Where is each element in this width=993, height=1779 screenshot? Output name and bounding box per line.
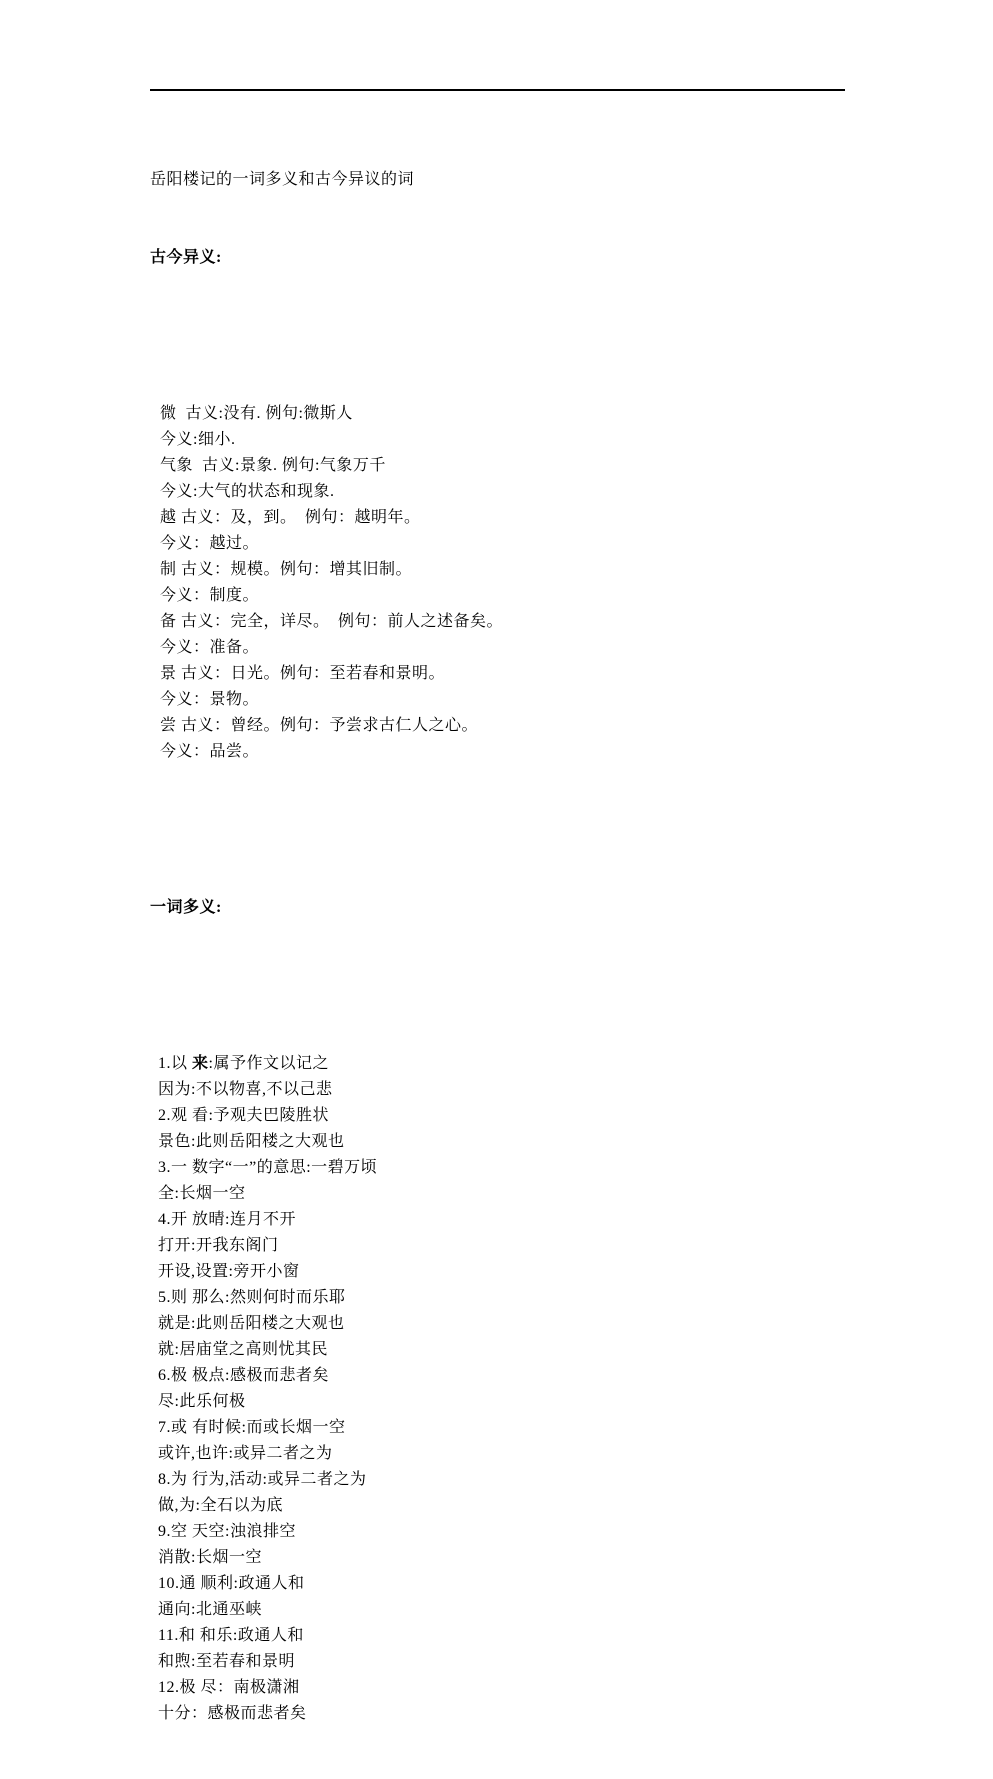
text-line: 就:居庙堂之高则忧其民 [158, 1341, 328, 1358]
text-line: 1.以 来:属予作文以记之 [158, 1055, 329, 1072]
text-line: 打开:开我东阁门 [158, 1237, 279, 1254]
text-line: 微 古义:没有. 例句:微斯人 [160, 405, 353, 422]
section-heading-yici: 一词多义: [150, 899, 222, 916]
text-line: 十分：感极而悲者矣 [158, 1705, 307, 1722]
text-line: 今义：景物。 [160, 691, 260, 708]
text-line: 2.观 看:予观夫巴陵胜状 [158, 1107, 329, 1124]
section-yici [150, 973, 870, 1727]
text-line: 今义：越过。 [160, 535, 260, 552]
text-line: 9.空 天空:浊浪排空 [158, 1523, 296, 1540]
text-line: 8.为 行为,活动:或异二者之为 [158, 1471, 367, 1488]
text-line: 开设,设置:旁开小窗 [158, 1263, 300, 1280]
text-line: 全:长烟一空 [158, 1185, 246, 1202]
text-line: 越 古义：及，到。 例句：越明年。 [160, 509, 421, 526]
text-line: 今义:细小. [160, 431, 236, 448]
section-heading-gujin: 古今异义: [150, 249, 222, 266]
text-line: 今义：品尝。 [160, 743, 260, 760]
text-line: 6.极 极点:感极而悲者矣 [158, 1367, 329, 1384]
text-line: 尽:此乐何极 [158, 1393, 246, 1410]
text-line: 5.则 那么:然则何时而乐耶 [158, 1289, 346, 1306]
text-line: 备 古义：完全，详尽。 例句：前人之述备矣。 [160, 613, 504, 630]
text-line: 做,为:全石以为底 [158, 1497, 283, 1514]
text-line: 11.和 和乐:政通人和 [158, 1627, 304, 1644]
text-line: 10.通 顺利:政通人和 [158, 1575, 305, 1592]
document-title: 岳阳楼记的一词多义和古今异议的词 [150, 171, 415, 188]
text-line: 因为:不以物喜,不以己悲 [158, 1081, 333, 1098]
text-line: 今义：准备。 [160, 639, 260, 656]
text-line: 通向:北通巫峡 [158, 1601, 262, 1618]
text-line: 尝 古义：曾经。例句：予尝求古仁人之心。 [160, 717, 479, 734]
document-content [150, 115, 870, 1779]
text-line: 制 古义：规模。例句：增其旧制。 [160, 561, 413, 578]
text-line: 或许,也许:或异二者之为 [158, 1445, 333, 1462]
text-line: 3.一 数字“一”的意思:一碧万顷 [158, 1159, 378, 1176]
text-line: 就是:此则岳阳楼之大观也 [158, 1315, 345, 1332]
text-line: 气象 古义:景象. 例句:气象万千 [160, 457, 386, 474]
text-line: 今义:大气的状态和现象. [160, 483, 335, 500]
text-line: 今义：制度。 [160, 587, 260, 604]
text-line: 4.开 放晴:连月不开 [158, 1211, 296, 1228]
header-rule [150, 89, 845, 91]
text-line: 12.极 尽：南极潇湘 [158, 1679, 300, 1696]
text-line: 景色:此则岳阳楼之大观也 [158, 1133, 345, 1150]
blank-line [150, 817, 870, 843]
text-line: 景 古义：日光。例句：至若春和景明。 [160, 665, 446, 682]
section-gujin [150, 323, 870, 765]
text-line: 消散:长烟一空 [158, 1549, 262, 1566]
text-line: 和煦:至若春和景明 [158, 1653, 295, 1670]
text-line: 7.或 有时候:而或长烟一空 [158, 1419, 346, 1436]
